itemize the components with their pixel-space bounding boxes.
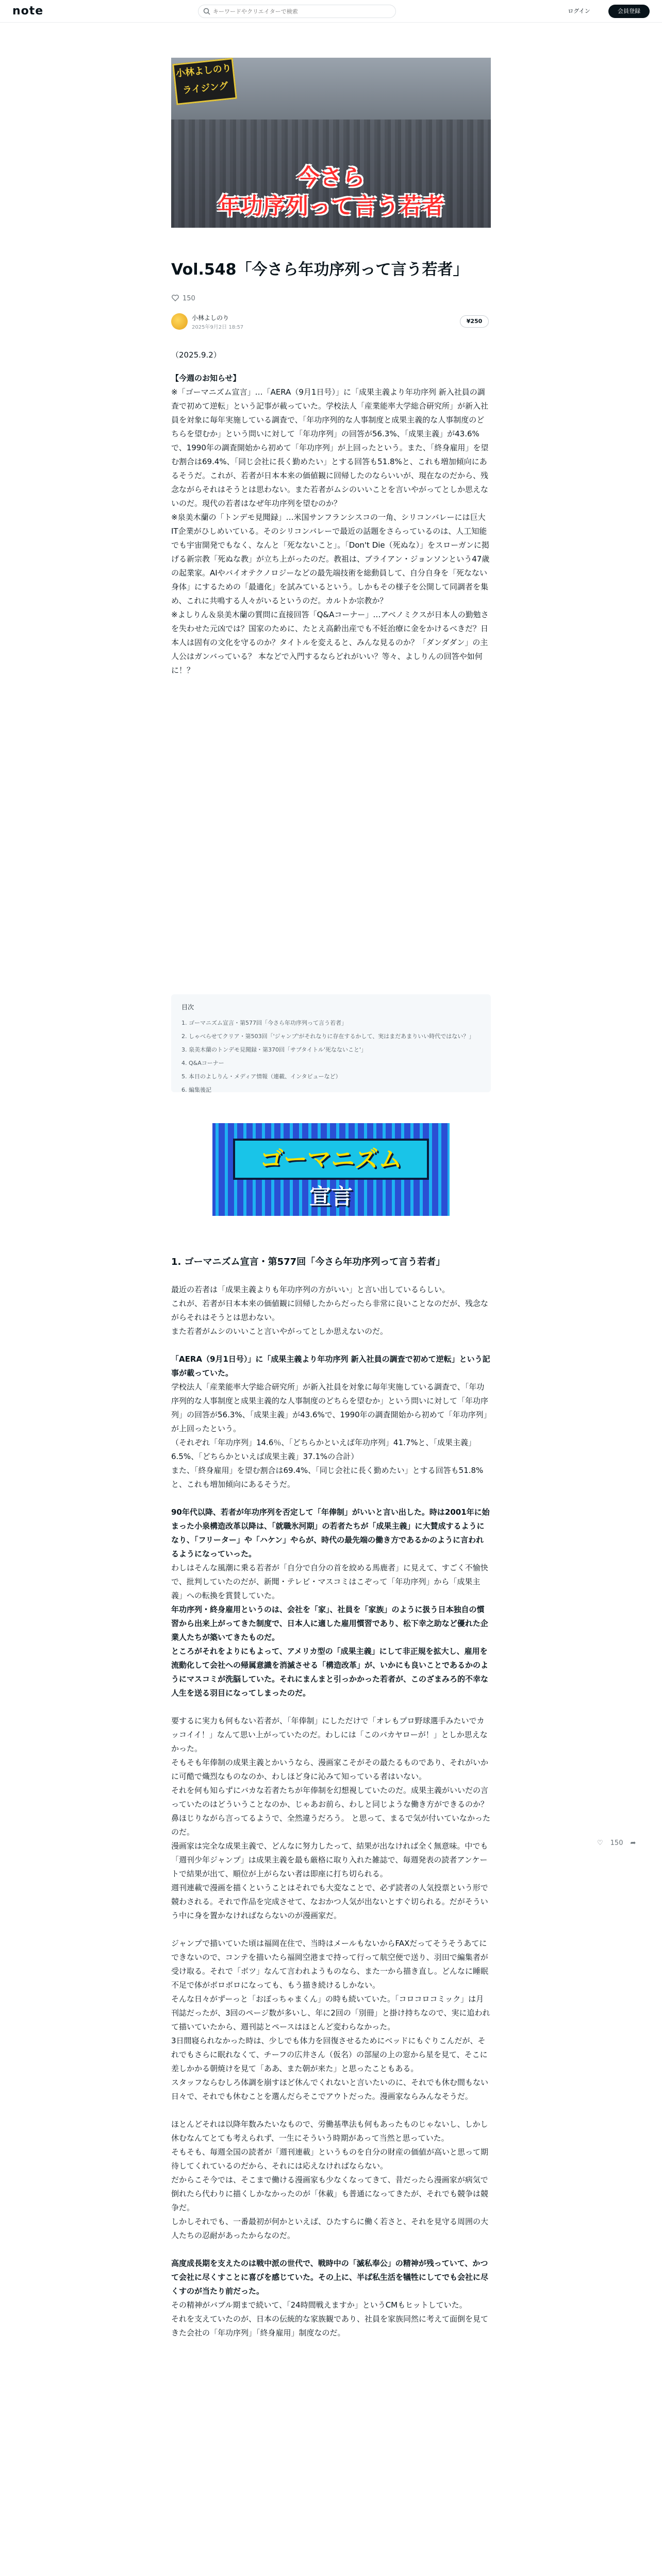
toc-item[interactable]: 3. 泉美木蘭のトンデモ見聞録・第370回「サブタイトル'死なないこと'」 (181, 1046, 367, 1053)
paragraph: その精神がバブル期まで続いて、「24時間戦えますか」というCMもヒットしていた。 (171, 2300, 467, 2310)
hero-series-tag: 小林よしのり ライジング (172, 58, 237, 105)
like-counter[interactable] (171, 294, 195, 304)
search-box[interactable] (198, 5, 396, 18)
article-intro (171, 348, 491, 677)
post-date: 2025年9月2日 18:57 (192, 325, 244, 330)
paragraph: また、「終身雇用」を望む割合は69.4%、「同じ会社に長く勤めたい」とする回答も51.8%と、これも増加傾向にあるそうだ。 (171, 1466, 484, 1489)
notice-paragraph: ※よしりん＆泉美木蘭の質問に直接回答「Q&Aコーナー」…アベノミクスが日本人の勤勉さを失わせた元凶では？国家のために、たとえ高齢出産でも不妊治療に金をかけるべきだ？日本人は固有の文化を守るのか？タイトルを変えると、みんな見るのか？「ダンダダン」の主人公はガンバっている？ 本などで入門するならどれがいい？等々、よしりんの回答や如何に！？ (171, 610, 489, 675)
paragraph: 高度成長期を支えたのは戦中派の世代で、戦時中の「滅私奉公」の精神が残っていて、かつて会社に尽くすことに喜びを感じていた。その上に、半ば私生活を犠牲にしてでも会社に尽くすのが当たり前だった。 (171, 2259, 489, 2296)
paragraph: スタッフならむしろ体調を崩すほど休んでくれないと言いたいのに、それでも休む間もない日々で、それでも休むことを選んだらそこでアウトだった。漫画家ならみんなそうだ。 (171, 2078, 489, 2101)
author-block (171, 312, 491, 333)
note-logo[interactable]: note (12, 5, 44, 18)
paragraph: ほとんどそれは以降年数みたいなもので、労働基準法も何もあったものじゃないし、しかし休むなんてとても考えられず、一生にそういう時期があって当然と思っていた。 (171, 2120, 488, 2143)
hero-image (171, 58, 491, 228)
notice-paragraph: ※「ゴーマニズム宣言」…「AERA（9月1日号）」に「成果主義より年功序列 新入社員の調査で初めて逆転」という記事が載っていた。学校法人「産業能率大学総合研究所」が新入社員を対象に毎年実施している調査で、「年功序列的な人事制度と成果主義的な人事制度のどちらを望むか」という問いに対して「年功序列」の回答が56.3%、「成果主義」が43.6%で、1990年の調査開始から初めて「年功序列」が上回ったという。また、「終身雇用」を望む割合は69.4%、「同じ会社に長く勤めたい」とする回答も51.8%と、これも増加傾向にあるそうだ。これが、若者が日本本来の価値観に回帰したのならいいが、現在なのだから、残念ながらそれはそうとは思わない。また若者がムシのいいことを言いやがってとしか思えないのだ。現代の若者はなぜ年功序列を望むのか？ (171, 387, 489, 508)
paragraph: 最近の若者は「成果主義よりも年功序列の方がいい」と言い出しているらしい。 (171, 1285, 450, 1294)
paragraph: だからこそ今では、そこまで働ける漫画家も少なくなってきて、昔だったら漫画家が病気で倒れたら代わりに描くしかなかったのが「休載」も普通になってきたが、それでも競争は競争だ。 (171, 2175, 489, 2212)
toc-item[interactable]: 5. 本日のよしりん・メディア情報（連載、インタビューなど） (181, 1073, 341, 1080)
author-name[interactable]: 小林よしのり (192, 314, 229, 321)
search-icon (203, 7, 211, 15)
section-banner-image (212, 1123, 450, 1216)
search-input[interactable] (213, 7, 388, 16)
notice-paragraph: ※泉美木蘭の「トンデモ見聞録」…米国サンフランシスコの一角、シリコンバレーには巨大IT企業がひしめいている。そのシリコンバレーで最近の話題をさらっているのは、人工知能でも宇宙開発でもなく、なんと「死なないこと」。「Don't Die（死ぬな）」をスローガンに掲げる新宗教「死ぬな教」が立ち上がったのだ。教祖は、ブライアン・ジョンソンという47歳の起業家。AIやバイオテクノロジーなどの最先端技術を総動員して、自分自身を「死なない身体」にするための「最適化」を試みているという。しかもその様子を公開して同調者を集め、これに共鳴する人々がいるというのだ。カルトか宗教か？ (171, 513, 490, 605)
paragraph: 90年代以降、若者が年功序列を否定して「年俸制」がいいと言い出した。時は2001年に始まった小泉構造改革以降は、「就職氷河期」の若者たちが「成果主義」に大賛成するようになり、「フリーター」や「ハケン」やらが、時代の最先端の働き方であるかのように言われるようになっていった。 (171, 1507, 490, 1558)
paragraph: しかしそれでも、一番最初が何かといえば、ひたすらに働く若さと、それを見守る周囲の大人たちの忍耐があったからなのだ。 (171, 2217, 489, 2240)
paragraph: それを何も知らずにバカな若者たちが年俸制を幻想視していたのだ。成果主義がいいだの言っていたのはどういうことなのか、じゃあお前ら、わしと同じような働き方ができるのか？ 鼻ほじりながら言ってるようで、全然違うだろう。 と思って、まるで気が付いていなかったのだ。 (171, 1786, 491, 1837)
paragraph: （それぞれ「年功序列」14.6％、「どちらかといえば年功序列」41.7%と、「成果主義」6.5%、「どちらかといえば成果主義」37.1%の合計） (171, 1438, 476, 1461)
paragraph: そもそも、毎週全国の読者が「週刊連載」というものを自分の財産の価値が高いと思って期待してくれているのだから、それには応えなければならない。 (171, 2147, 489, 2171)
article-title: Vol.548「今さら年功序列って言う若者」 (171, 261, 469, 279)
paragraph: ジャンプで描いていた頃は福岡在住で、当時はメールもないからFAXだってそうそうあてにできないので、コンテを描いたら福岡空港まで持って行って航空便で送り、羽田で編集者が受け取る。それで「ボツ」なんて言われようものなら、また一から描き直し。どんなに睡眠不足で体がボロボロになっても、もう描き続けるしかない。 (171, 1939, 489, 1990)
section-heading: 1. ゴーマニズム宣言・第577回「今さら年功序列って言う若者」 (171, 1257, 445, 1267)
heart-icon[interactable] (171, 294, 179, 302)
floating-heart-icon[interactable]: ♡ (597, 1839, 603, 1847)
paragraph: そもそも年俸制の成果主義とかいうなら、漫画家こそがその最たるものであり、それがいかに可酷で熾烈なものなのか、わしほど身に沁みて知っている者はいない。 (171, 1758, 489, 1781)
top-navbar (0, 0, 662, 23)
hero-title-line2: 年功序列って言う若者 (218, 193, 444, 219)
paragraph: ところがそれをよりにもよって、アメリカ型の「成果主義」にして非正規を拡大し、雇用を流動化して会社への帰属意識を消滅させる「構造改革」が、いかにも良いことであるかのようにマスコミが洗脳していた。それにまんまと引っかかった若者が、このざまみろ的不幸な人生を送る羽目になってしまったのだ。 (171, 1647, 489, 1698)
hero-title-line1: 今さら (297, 164, 365, 191)
paragraph: 3日間寝られなかった時は、少しでも体力を回復させるためにベッドにもぐりこんだが、それでもさらに眠れなくて、チーフの広井さん（仮名）の部屋の上の窓から星を見て、そこに差しかかる朝焼けを見て「ああ、また朝が来た」と思ったこともある。 (171, 2036, 488, 2073)
paragraph: そんな日々がずーっと「おぼっちゃまくん」の時も続いていた。「コロコロコミック」は月刊誌だったが、3回のページ数が多いし、年に2回の「別冊」と掛け持ちなので、実に追われて描いていたから、週刊誌とペースはほとんど変わらなかった。 (171, 1994, 490, 2031)
share-icon[interactable]: ➦ (630, 1839, 636, 1847)
paragraph: また若者がムシのいいこと言いやがってとしか思えないのだ。 (171, 1327, 388, 1336)
paragraph: 学校法人「産業能率大学総合研究所」が新入社員を対象に毎年実施している調査で、「年功序列的な人事制度と成果主義的な人事制度のどちらを望むか」という問いに対して「年功序列」の回答が56.3%、「成果主義」が43.6%で、1990年の調査開始から初めて「年功序列」が上回ったという。 (171, 1382, 489, 1433)
paragraph: 漫画家は完全な成果主義で、どんなに努力したって、結果が出なければ全く無意味。中でも「週刊少年ジャンプ」は成果主義を最も厳格に取り入れた雑誌で、毎週発表の読者アンケートで結果が出て、順位が上がらない者は即座に打ち切られる。 (171, 1841, 488, 1878)
like-count: 150 (183, 295, 195, 302)
paragraph: 「AERA（9月1日号）」に「成果主義より年功序列 新入社員の調査で初めて逆転」という記事が載っていた。 (171, 1354, 490, 1378)
toc-item[interactable]: 6. 編集後記 (181, 1087, 211, 1093)
toc-item[interactable]: 4. Q&Aコーナー (181, 1060, 224, 1066)
paragraph: これが、若者が日本本来の価値観に回帰したからだったら非常に良いことなのだが、残念ながらそれはそうとは思わない。 (171, 1299, 489, 1322)
paragraph: 年功序列・終身雇用というのは、会社を「家」、社員を「家族」のように扱う日本独自の慣習から出来上がってきた制度で、日本人に適した雇用慣習であり、松下幸之助など優れた企業人たちが築いてきたものだ。 (171, 1605, 488, 1642)
banner-main-text: ゴーマニズム (233, 1139, 429, 1180)
toc-heading: 目次 (181, 1004, 194, 1011)
floating-reaction-bar (597, 1839, 643, 1847)
paragraph: 週刊連載で漫画を描くということはそれでも大変なことで、必ず読者の人気投票という形で競わされる。それで作品を完成させて、なおかつ人気が出ないとすぐ切られる。だがそういう中に身を置かなければならないのが漫画家だ。 (171, 1883, 488, 1920)
floating-like-count: 150 (610, 1839, 623, 1847)
author-avatar[interactable] (171, 313, 188, 330)
paragraph: 要するに実力も何もない若者が、「年俸制」にしただけで「オレもプロ野球選手みたいでカッコイイ！」なんて思い上がっていたのだ。わしには「このバカヤローが！」としか思えなかった。 (171, 1716, 488, 1753)
purchase-button[interactable]: ¥250 (460, 315, 489, 328)
toc-item[interactable]: 1. ゴーマニズム宣言・第577回「今さら年功序列って言う若者」 (181, 1020, 347, 1026)
banner-sub-text: 宣言 (309, 1184, 353, 1209)
notice-heading: 【今週のお知らせ】 (171, 374, 241, 383)
login-button[interactable]: ログイン (568, 8, 590, 14)
section-body (171, 1283, 491, 2340)
date-line: （2025.9.2） (171, 350, 221, 360)
toc-item[interactable]: 2. しゃべらせてクリア・第503回「'ジャンプ'がそれなりに存在するかして、実はまだあまりいい時代ではない？」 (181, 1033, 475, 1040)
paragraph: それを支えていたのが、日本の伝統的な家族観であり、社員を家族同然に考えて面倒を見てきた会社の「年功序列」「終身雇用」制度なのだ。 (171, 2314, 489, 2337)
table-of-contents (171, 994, 491, 1092)
paragraph: わしはそんな風潮に乗る若者が「自分で自分の首を絞める馬鹿者」に見えて、すごく不愉快で、批判していたのだが、新聞・テレビ・マスコミはこぞって「年功序列」から「成果主義」への転換を賞賛していた。 (171, 1563, 488, 1600)
signup-button[interactable]: 会員登録 (608, 5, 650, 18)
